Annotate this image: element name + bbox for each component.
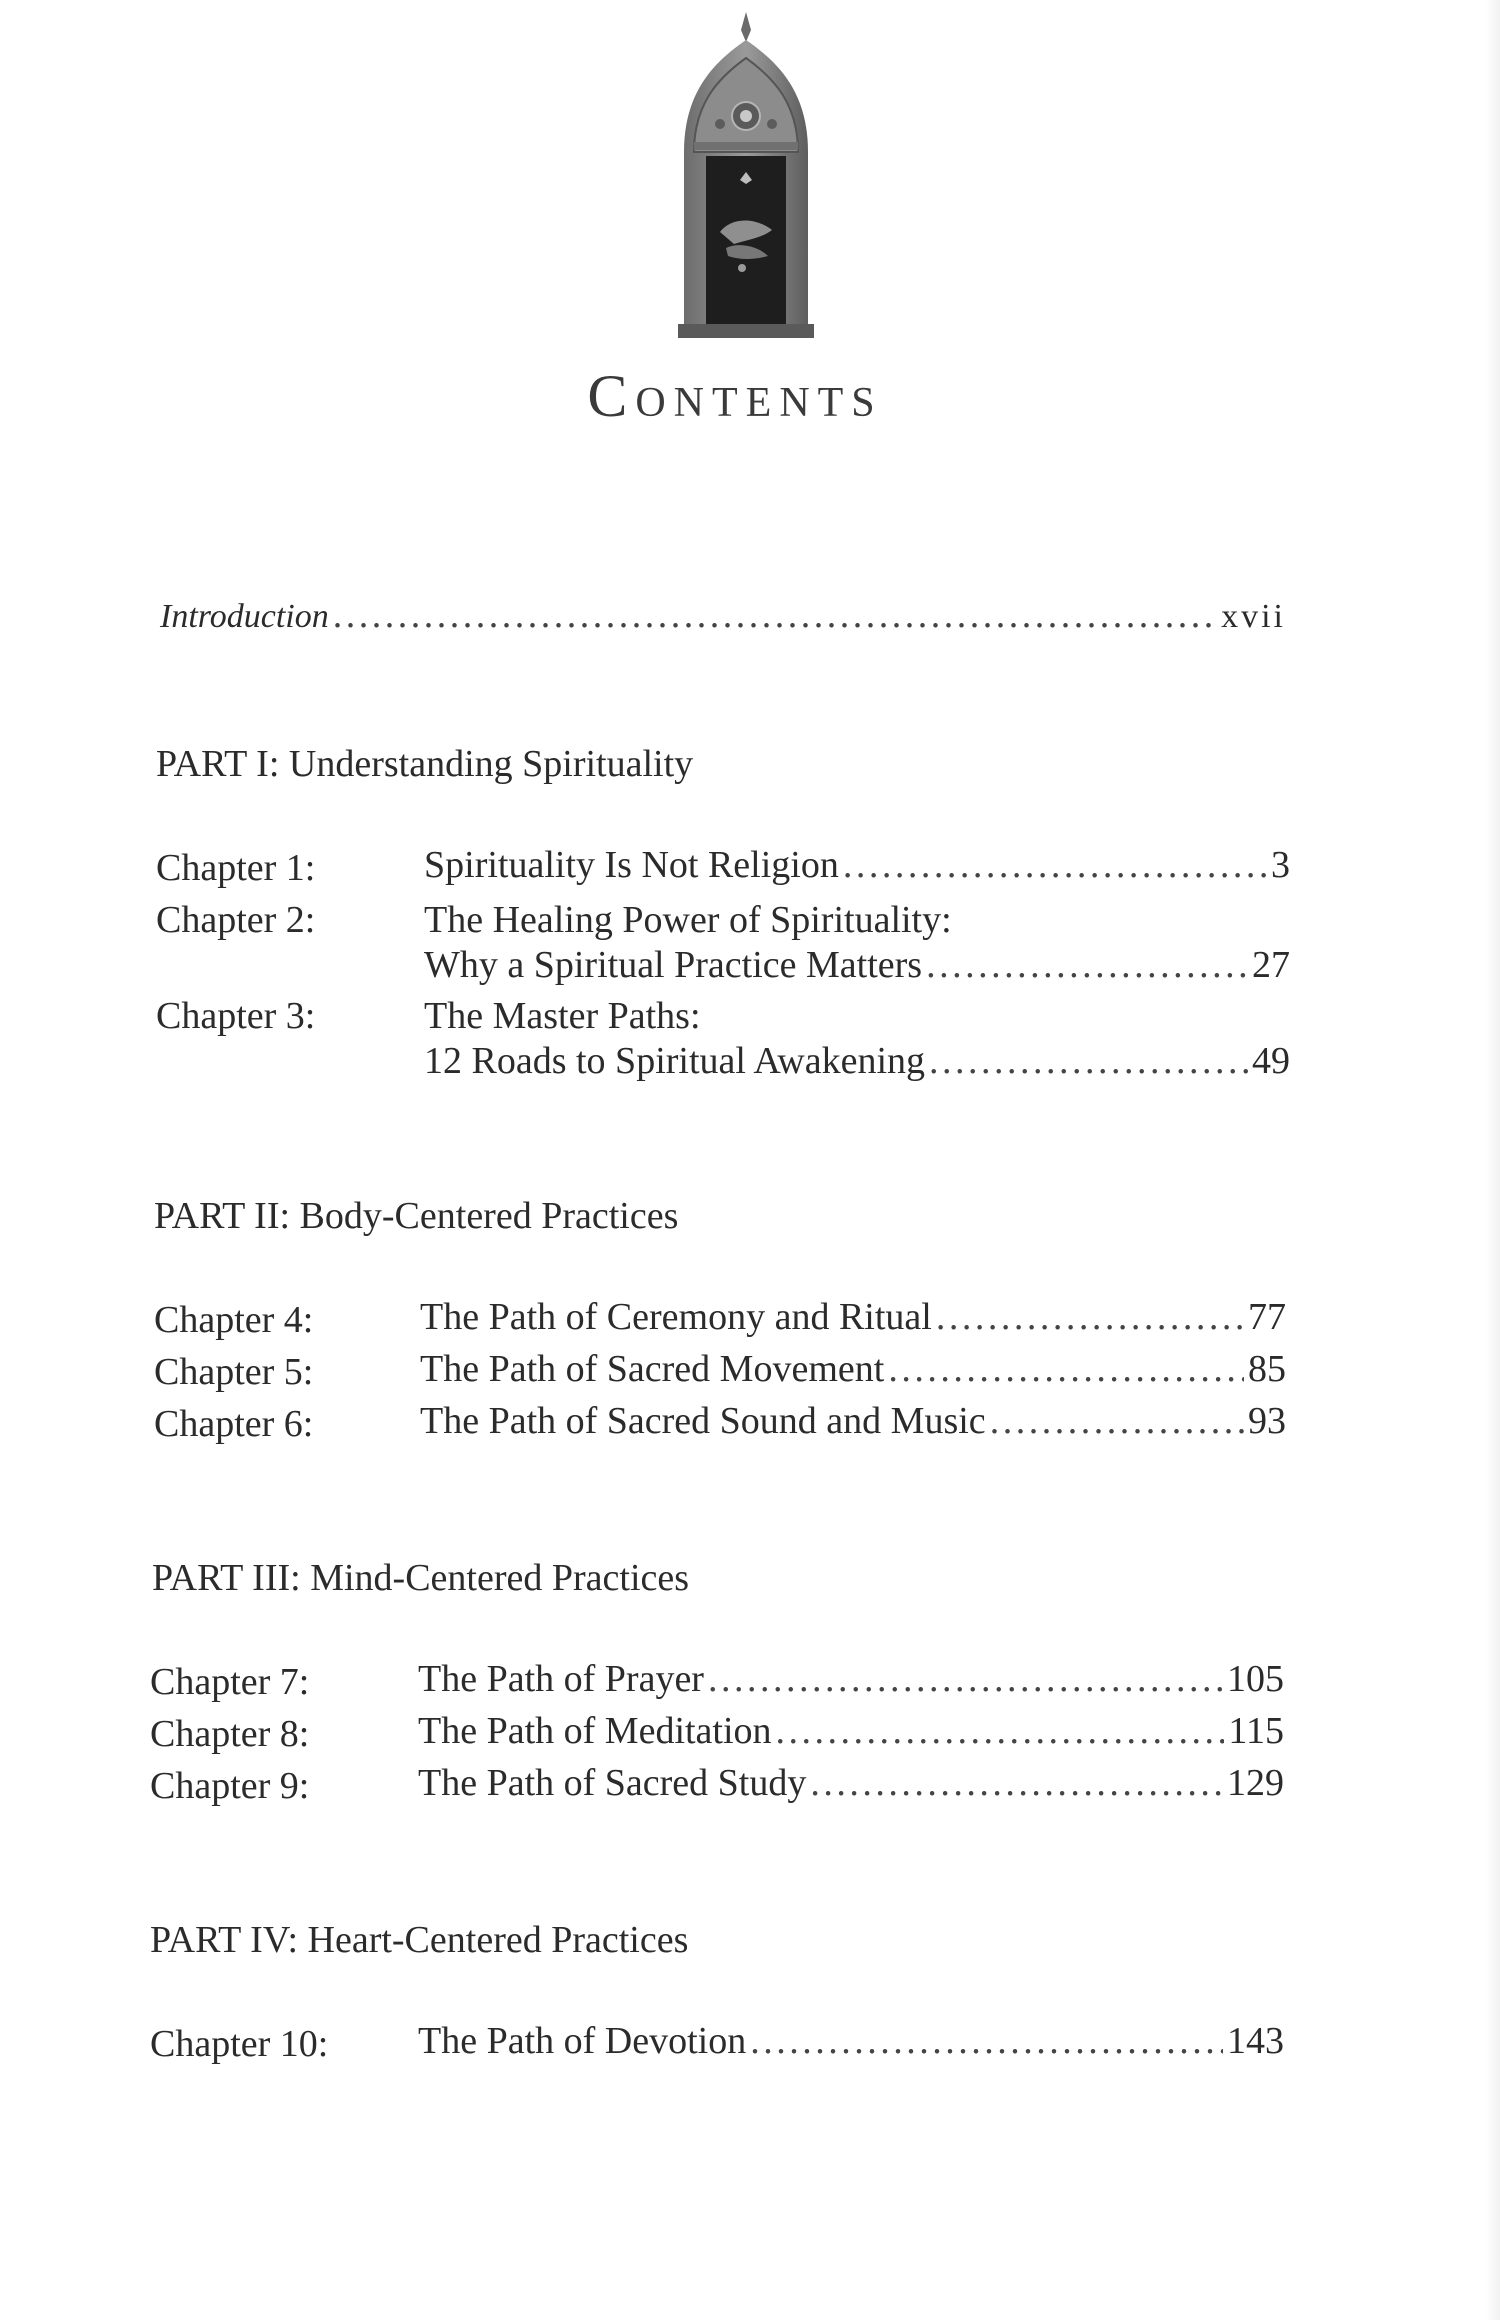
entry-title: Why a Spiritual Practice Matters — [424, 944, 923, 986]
page-title: Contents — [587, 363, 883, 429]
entry-title: The Path of Devotion — [418, 2020, 747, 2062]
part-heading-4 — [150, 1918, 688, 1962]
entry-title: The Path of Sacred Sound and Music — [420, 1400, 986, 1442]
part-number: PART II: — [154, 1195, 291, 1237]
dot-leader — [333, 596, 1217, 634]
part-name: Body-Centered Practices — [299, 1195, 679, 1237]
toc-entry-chapter-9[interactable] — [418, 1764, 1284, 1802]
toc-entry-chapter-7[interactable] — [418, 1660, 1284, 1698]
dot-leader — [776, 1712, 1225, 1750]
chapter-label: Chapter 9: — [150, 1765, 310, 1807]
toc-entry-chapter-3[interactable] — [424, 1042, 1290, 1080]
chapter-label: Chapter 10: — [150, 2023, 329, 2065]
chapter-label: Chapter 5: — [154, 1351, 314, 1393]
chapter-label: Chapter 1: — [156, 847, 316, 889]
entry-page-number: 85 — [1248, 1348, 1286, 1390]
part-heading-3 — [152, 1556, 689, 1600]
toc-entry-chapter-10[interactable] — [418, 2022, 1284, 2060]
entry-page-number: 143 — [1227, 2020, 1284, 2062]
part-name: Understanding Spirituality — [288, 743, 694, 785]
toc-entry-chapter-4[interactable] — [420, 1298, 1286, 1336]
entry-title-line-1: The Master Paths: — [424, 995, 701, 1037]
entry-title: The Path of Ceremony and Ritual — [420, 1296, 932, 1338]
entry-page-number: 105 — [1227, 1658, 1284, 1700]
entry-page-number: 27 — [1252, 944, 1290, 986]
part-heading-2 — [154, 1194, 678, 1238]
dot-leader — [708, 1660, 1223, 1698]
part-heading-1 — [156, 742, 693, 786]
entry-page-number: 129 — [1227, 1762, 1284, 1804]
dot-leader — [750, 2022, 1223, 2060]
dot-leader — [990, 1402, 1244, 1440]
dot-leader — [843, 846, 1267, 884]
toc-entry-chapter-1[interactable] — [424, 846, 1290, 884]
toc-entry-chapter-2[interactable] — [424, 946, 1290, 984]
part-number: PART I: — [156, 743, 280, 785]
dot-leader — [926, 946, 1248, 984]
dot-leader — [929, 1042, 1248, 1080]
entry-page-number: xvii — [1221, 598, 1286, 635]
toc-entry-chapter-6[interactable] — [420, 1402, 1286, 1440]
entry-title-line-1: The Healing Power of Spirituality: — [424, 899, 952, 941]
dot-leader — [936, 1298, 1244, 1336]
chapter-label: Chapter 6: — [154, 1403, 314, 1445]
part-number: PART IV: — [150, 1919, 299, 1961]
entry-title: 12 Roads to Spiritual Awakening — [424, 1040, 926, 1082]
entry-page-number: 49 — [1252, 1040, 1290, 1082]
entry-title: Spirituality Is Not Religion — [424, 844, 839, 886]
part-number: PART III: — [152, 1557, 301, 1599]
entry-title: The Path of Sacred Movement — [420, 1348, 885, 1390]
entry-title: The Path of Sacred Study — [418, 1762, 807, 1804]
dot-leader — [888, 1350, 1244, 1388]
dot-leader — [810, 1764, 1223, 1802]
toc-entry-chapter-8[interactable] — [418, 1712, 1284, 1750]
entry-title: The Path of Meditation — [418, 1710, 772, 1752]
part-name: Heart-Centered Practices — [307, 1919, 689, 1961]
entry-page-number: 93 — [1248, 1400, 1286, 1442]
chapter-label: Chapter 8: — [150, 1713, 310, 1755]
entry-page-number: 77 — [1248, 1296, 1286, 1338]
chapter-label: Chapter 3: — [156, 995, 316, 1037]
part-name: Mind-Centered Practices — [310, 1557, 690, 1599]
entry-title: The Path of Prayer — [418, 1658, 704, 1700]
toc-entry-introduction[interactable] — [160, 596, 1286, 634]
chapter-label: Chapter 7: — [150, 1661, 310, 1703]
entry-title: Introduction — [160, 598, 329, 635]
entry-page-number: 3 — [1271, 844, 1290, 886]
entry-page-number: 115 — [1228, 1710, 1284, 1752]
chapter-label: Chapter 2: — [156, 899, 316, 941]
chapter-label: Chapter 4: — [154, 1299, 314, 1341]
toc-entry-chapter-5[interactable] — [420, 1350, 1286, 1388]
